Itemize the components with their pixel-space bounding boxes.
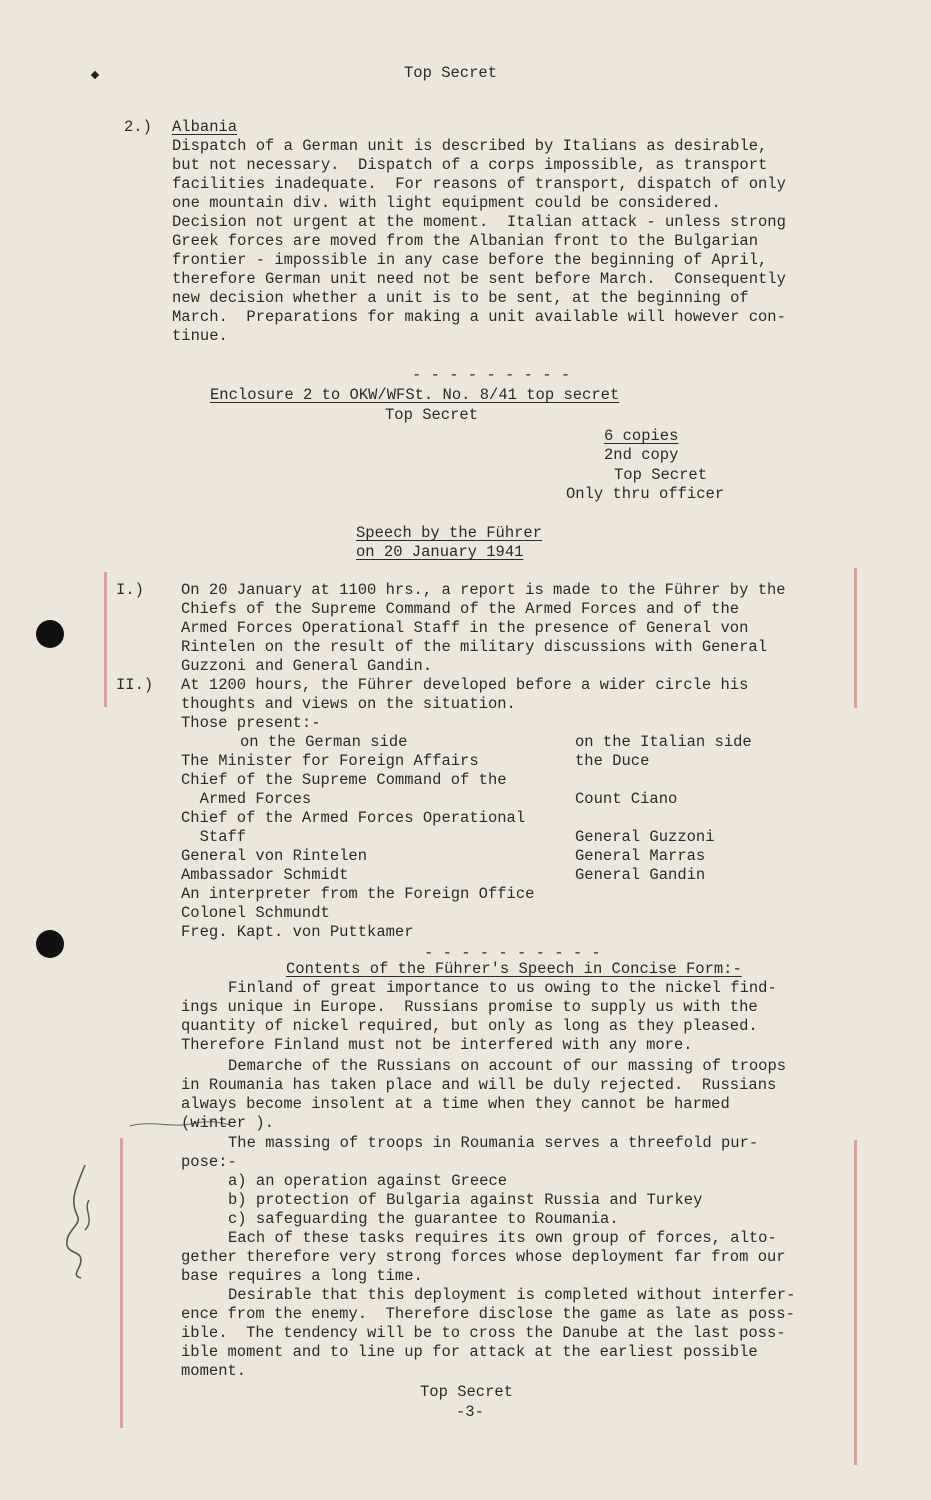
text-line: Each of these tasks requires its own group of forces, alto- <box>228 1229 777 1247</box>
text-line: a) an operation against Greece <box>228 1172 508 1190</box>
contents-title: Contents of the Führer's Speech in Concise Form:- <box>286 960 742 978</box>
text-line: new decision whether a unit is to be sent, at the beginning of <box>172 289 749 307</box>
list-item: Chief of the Armed Forces Operational <box>181 809 526 827</box>
text-line: On 20 January at 1100 hrs., a report is made to the Führer by the <box>181 581 786 599</box>
list-item: General Gandin <box>575 866 706 884</box>
copies-count: 6 copies <box>604 427 679 445</box>
text-line: quantity of nickel required, but only as long as they pleased. <box>181 1017 758 1035</box>
text-line: The massing of troops in Roumania serves a threefold pur- <box>228 1134 759 1152</box>
enclosure-classification-2: Top Secret <box>614 466 708 484</box>
list-item: Colonel Schmundt <box>181 904 330 922</box>
text-line: ible. The tendency will be to cross the Danube at the last poss- <box>181 1324 786 1342</box>
text-line: tinue. <box>172 327 228 345</box>
list-item: General von Rintelen <box>181 847 368 865</box>
german-side-heading: on the German side <box>240 733 408 751</box>
text-line: Demarche of the Russians on account of our massing of troops <box>228 1057 787 1075</box>
text-line: therefore German unit need not be sent before March. Consequently <box>172 270 786 288</box>
text-line: frontier - impossible in any case before the beginning of April, <box>172 251 768 269</box>
list-item: General Marras <box>575 847 706 865</box>
copy-number: 2nd copy <box>604 446 679 464</box>
text-line: pose:- <box>181 1153 237 1171</box>
handling-note: Only thru officer <box>566 485 725 503</box>
section-title: Albania <box>172 118 238 136</box>
list-item: General Guzzoni <box>575 828 715 846</box>
red-margin-line-right-2 <box>854 1140 857 1465</box>
speech-title-line1: Speech by the Führer <box>356 524 543 542</box>
text-line: thoughts and views on the situation. <box>181 695 516 713</box>
text-line: Desirable that this deployment is completed without interfer- <box>228 1286 796 1304</box>
text-line: At 1200 hours, the Führer developed before a wider circle his <box>181 676 749 694</box>
text-line: ence from the enemy. Therefore disclose the game as late as poss- <box>181 1305 795 1323</box>
red-margin-line-left-2 <box>120 1138 123 1428</box>
red-margin-line-right-1 <box>854 568 857 708</box>
header-classification: Top Secret <box>404 64 498 82</box>
text-line: March. Preparations for making a unit available will however con- <box>172 308 786 326</box>
list-item: Ambassador Schmidt <box>181 866 349 884</box>
text-line: base requires a long time. <box>181 1267 423 1285</box>
text-line: gether therefore very strong forces whose deployment far from our <box>181 1248 786 1266</box>
list-item: Armed Forces <box>181 790 312 808</box>
punch-hole-top <box>36 620 64 648</box>
text-line: moment. <box>181 1362 247 1380</box>
text-line: one mountain div. with light equipment could be considered. <box>172 194 721 212</box>
list-item: Chief of the Supreme Command of the <box>181 771 507 789</box>
separator: - - - - - - - - - - <box>424 944 601 962</box>
page-number: -3- <box>456 1403 484 1421</box>
margin-mark <box>91 71 99 79</box>
list-item: Freg. Kapt. von Puttkamer <box>181 923 414 941</box>
enclosure-classification: Top Secret <box>385 406 479 424</box>
separator: - - - - - - - - - <box>412 366 571 384</box>
text-line: always become insolent at a time when they cannot be harmed <box>181 1095 730 1113</box>
text-line: facilities inadequate. For reasons of transport, dispatch of only <box>172 175 786 193</box>
footer-classification: Top Secret <box>420 1383 514 1401</box>
text-line: c) safeguarding the guarantee to Roumania. <box>228 1210 619 1228</box>
text-line: Greek forces are moved from the Albanian front to the Bulgarian <box>172 232 758 250</box>
text-line: Decision not urgent at the moment. Italian attack - unless strong <box>172 213 786 231</box>
text-line: Rintelen on the result of the military discussions with General <box>181 638 767 656</box>
text-line: ings unique in Europe. Russians promise to supply us with the <box>181 998 758 1016</box>
text-line: (winter ). <box>181 1114 275 1132</box>
text-line: Dispatch of a German unit is described by Italians as desirable, <box>172 137 768 155</box>
text-line: Those present:- <box>181 714 321 732</box>
text-line: Chiefs of the Supreme Command of the Armed Forces and of the <box>181 600 740 618</box>
text-line: Armed Forces Operational Staff in the presence of General von <box>181 619 749 637</box>
text-line: Finland of great importance to us owing to the nickel find- <box>228 979 777 997</box>
text-line: in Roumania has taken place and will be duly rejected. Russians <box>181 1076 777 1094</box>
italian-side-heading: on the Italian side <box>575 733 752 751</box>
red-margin-line-left-1 <box>104 572 107 707</box>
punch-hole-bottom <box>36 930 64 958</box>
list-item: Staff <box>181 828 247 846</box>
list-item: The Minister for Foreign Affairs <box>181 752 479 770</box>
item-number: I.) <box>116 581 144 599</box>
handwritten-margin-note <box>55 1160 103 1280</box>
enclosure-title: Enclosure 2 to OKW/WFSt. No. 8/41 top secret <box>210 386 620 404</box>
text-line: ible moment and to line up for attack at the earliest possible <box>181 1343 758 1361</box>
text-line: b) protection of Bulgaria against Russia and Turkey <box>228 1191 703 1209</box>
text-line: but not necessary. Dispatch of a corps impossible, as transport <box>172 156 768 174</box>
speech-title-line2: on 20 January 1941 <box>356 543 524 561</box>
list-item: An interpreter from the Foreign Office <box>181 885 535 903</box>
item-number: II.) <box>116 676 154 694</box>
section-number: 2.) <box>124 118 152 136</box>
list-item: Count Ciano <box>575 790 678 808</box>
text-line: Guzzoni and General Gandin. <box>181 657 433 675</box>
list-item: the Duce <box>575 752 650 770</box>
text-line: Therefore Finland must not be interfered with any more. <box>181 1036 693 1054</box>
